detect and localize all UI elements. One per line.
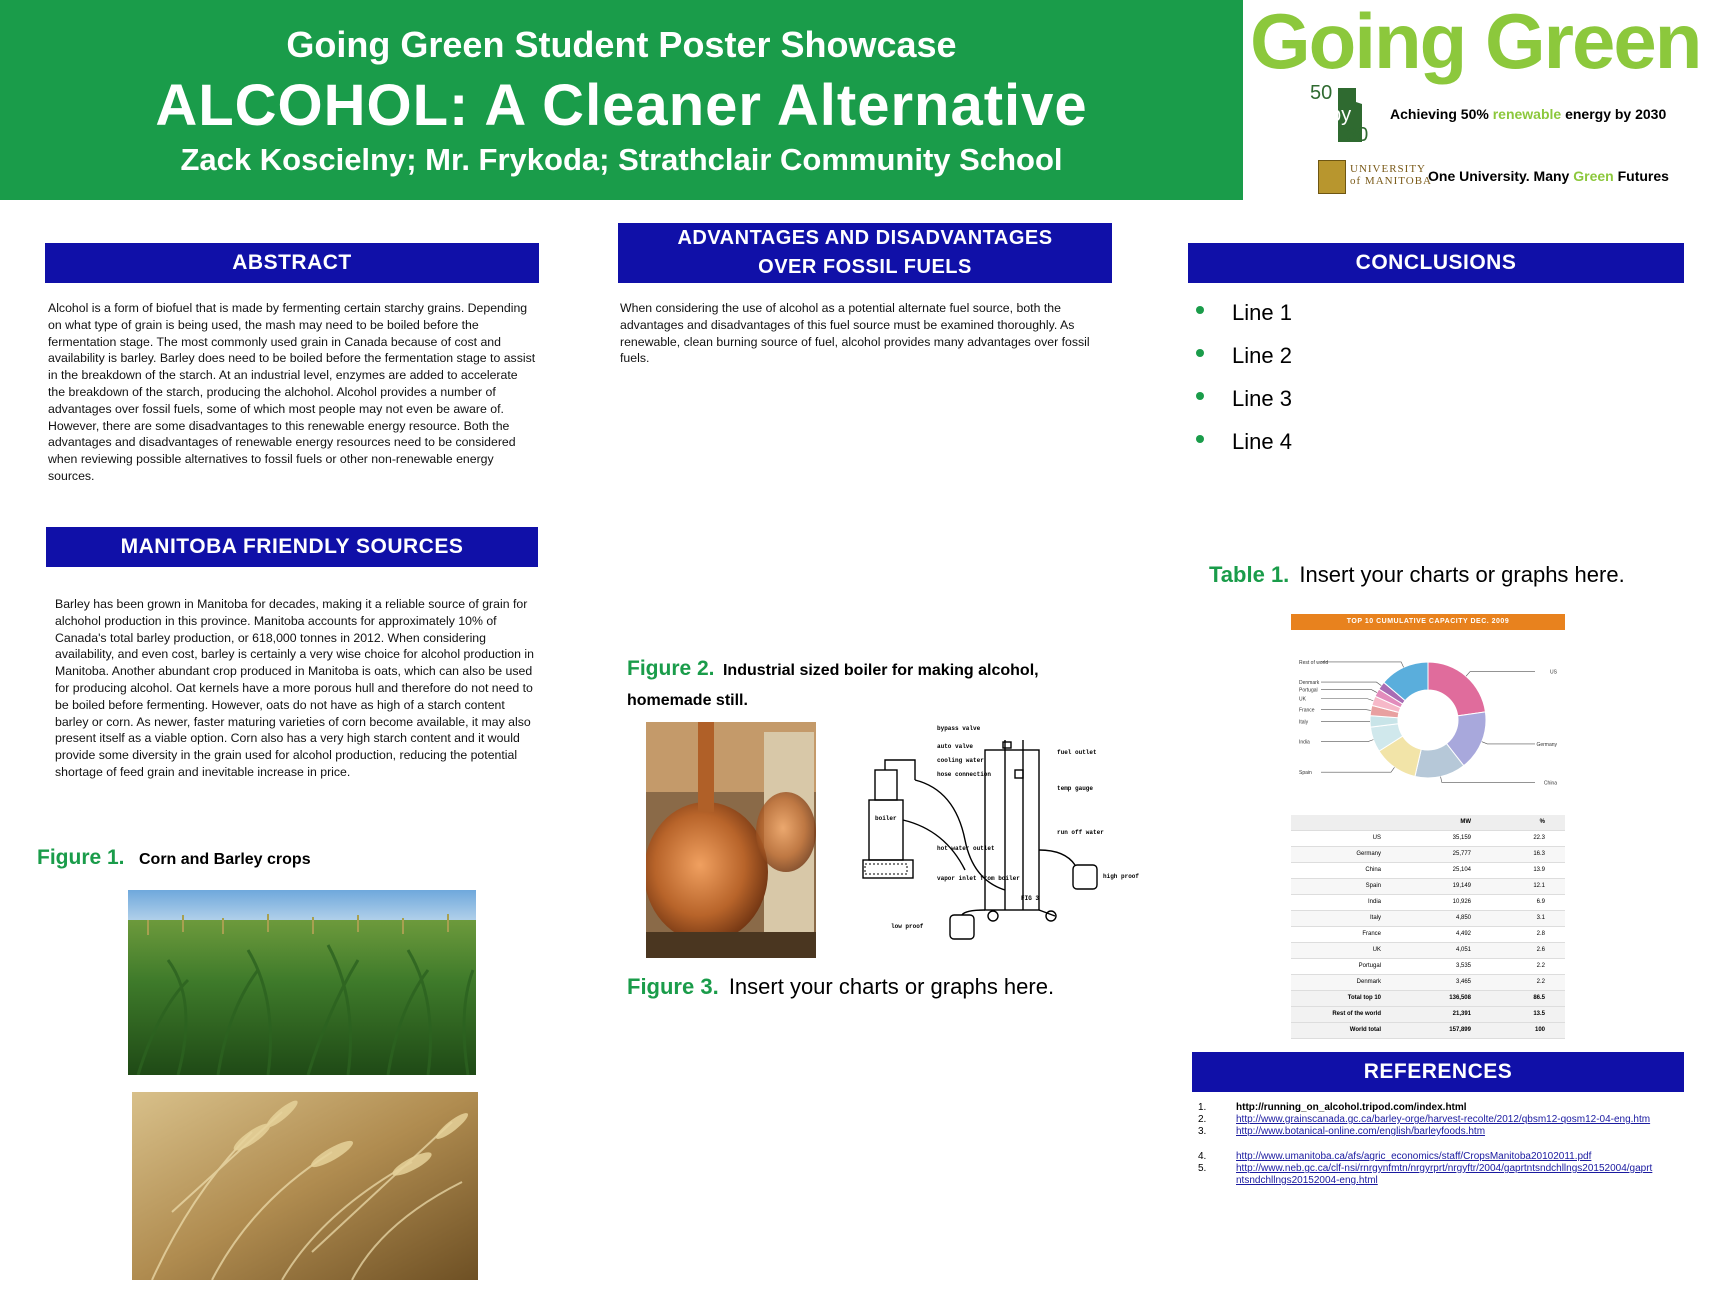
- table-cell-value: 2.2: [1536, 963, 1545, 969]
- references-heading: REFERENCES: [1192, 1052, 1684, 1092]
- pie-leader-line: [1482, 742, 1535, 744]
- pie-label: France: [1299, 707, 1315, 714]
- pie-label: India: [1299, 739, 1310, 746]
- table-cell-value: 22.3: [1533, 835, 1545, 841]
- table-cell-label: Rest of the world: [1332, 1011, 1381, 1017]
- university-name: [1350, 163, 1432, 187]
- corn-field-image: [128, 890, 476, 1075]
- pie-leader-line: [1321, 699, 1373, 701]
- table-cell-value: 12.1: [1533, 883, 1545, 889]
- conclusions-heading: CONCLUSIONS: [1188, 243, 1684, 283]
- pie-leader-line: [1321, 767, 1394, 772]
- table-cell-value: 3.1: [1536, 915, 1545, 921]
- logo-30: 30: [1346, 124, 1369, 146]
- going-green-logo: Going Green: [1250, 0, 1701, 85]
- table-cell-label: Total top 10: [1347, 995, 1381, 1001]
- table-cell-value: 2.2: [1536, 979, 1545, 985]
- poster-header: [0, 0, 1243, 200]
- table-row: [1291, 1007, 1565, 1023]
- pie-leader-line: [1321, 709, 1371, 710]
- figure3-text: Insert your charts or graphs here.: [728, 974, 1055, 999]
- pie-slice-us: [1428, 662, 1485, 716]
- pie-label: China: [1543, 780, 1557, 787]
- figure1-text: Corn and Barley crops: [138, 851, 311, 868]
- manitoba-heading: MANITOBA FRIENDLY SOURCES: [46, 527, 538, 567]
- pie-leader-line: [1441, 777, 1535, 783]
- table-cell-value: 4,850: [1455, 915, 1471, 921]
- table-cell-label: Portugal: [1358, 963, 1381, 969]
- bullet-icon: [1196, 392, 1204, 400]
- diagram-label: hose connection: [937, 771, 992, 778]
- conclusion-text: Line 4: [1232, 429, 1292, 454]
- university-name-line: of MANITOBA: [1350, 175, 1432, 187]
- table-cell-value: 100: [1534, 1027, 1545, 1033]
- figure1-label: Figure 1.: [37, 846, 125, 869]
- reference-item: [1198, 1102, 1698, 1114]
- diagram-label: bypass valve: [937, 725, 981, 732]
- table-row: [1291, 975, 1565, 991]
- reference-number: 1.: [1198, 1102, 1207, 1113]
- bullet-icon: [1196, 306, 1204, 314]
- pie-label: Rest of world: [1299, 659, 1329, 666]
- university-tag-part: Futures: [1613, 168, 1669, 184]
- conclusions-list: [1196, 300, 1596, 470]
- pie-label: Spain: [1299, 770, 1312, 777]
- table-cell-label: Germany: [1356, 851, 1381, 857]
- table-cell-value: 2.6: [1536, 947, 1545, 953]
- reference-number: 4.: [1198, 1151, 1207, 1162]
- pie-label: Portugal: [1299, 687, 1318, 694]
- university-crest-icon: [1318, 160, 1346, 194]
- table-cell-value: 21,391: [1452, 1011, 1471, 1017]
- table-cell-value: 3,535: [1455, 963, 1471, 969]
- pie-chart: [1291, 630, 1565, 810]
- diagram-label: temp gauge: [1057, 785, 1094, 792]
- tagline-part: Achieving 50%: [1390, 106, 1493, 122]
- figure3-caption: [627, 974, 1054, 1000]
- table-cell-label: Italy: [1369, 915, 1381, 921]
- university-tagline: [1428, 168, 1669, 184]
- table-cell-label: World total: [1349, 1027, 1381, 1033]
- table-cell-label: UK: [1372, 947, 1381, 953]
- abstract-body: Alcohol is a form of biofuel that is made by fermenting certain starchy grains. Depending on what type of grain is being used, the mash may need to be boiled before the fermentation stage. The most commonly used grain in Canada because of cost and availability is barley. Barley does need to be boiled before the fermentation stage to assist in the breakdown of the starch. At an industrial level, enzymes are added to accelerate the breakdown of the starch, producing the alchohol. Alcohol provides a number of advantages over fossil fuels, some of which most people may not even be aware of. However, there are some disadvantages to this renewable energy resource. Both the advantages and disadvantages of renewable energy resources need to be considered when reviewing possible alternatives to fossil fuels or other non-renewable energy sources.: [48, 301, 536, 483]
- diagram-label: high proof: [1103, 873, 1140, 880]
- reference-link[interactable]: http://www.botanical-online.com/english/barleyfoods.htm: [1236, 1126, 1486, 1137]
- diagram-label: fuel outlet: [1057, 749, 1097, 756]
- table-row: [1291, 831, 1565, 847]
- table-row: [1291, 991, 1565, 1007]
- industrial-boiler-image: [646, 722, 816, 958]
- reference-number: 5.: [1198, 1163, 1207, 1174]
- table-cell-value: 136,508: [1449, 995, 1471, 1001]
- diagram-label: run off water: [1057, 829, 1104, 836]
- figure2-label: Figure 2.: [627, 657, 715, 680]
- diagram-label: auto valve: [937, 743, 974, 750]
- capacity-chart: [1291, 614, 1565, 1033]
- pie-leader-line: [1466, 672, 1535, 677]
- pie-leader-line: [1321, 740, 1373, 742]
- table-cell-value: 13.9: [1533, 867, 1545, 873]
- table-row: [1291, 1023, 1565, 1039]
- bullet-icon: [1196, 435, 1204, 443]
- table-cell-label: [1291, 815, 1387, 830]
- reference-link[interactable]: http://www.umanitoba.ca/afs/agric_economics/staff/CropsManitoba20102011.pdf: [1236, 1151, 1592, 1162]
- table-cell-value: 19,149: [1452, 883, 1471, 889]
- advantages-heading-line: ADVANTAGES AND DISADVANTAGES: [677, 227, 1053, 249]
- table-cell-label: US: [1372, 835, 1381, 841]
- pie-label: US: [1550, 669, 1557, 676]
- homemade-still-diagram: [855, 720, 1155, 952]
- table-cell-value: 16.3: [1533, 851, 1545, 857]
- reference-item[interactable]: [1198, 1126, 1698, 1138]
- diagram-label: FIG 3: [1021, 895, 1040, 902]
- table-cell-value: 13.5: [1533, 1011, 1545, 1017]
- advantages-heading-line: OVER FOSSIL FUELS: [758, 256, 972, 278]
- table-cell-label: India: [1367, 899, 1381, 905]
- pie-leader-line: [1321, 682, 1381, 686]
- table-cell-value: 3,465: [1455, 979, 1471, 985]
- branding-tagline: [1390, 106, 1666, 122]
- advantages-heading: [618, 223, 1112, 283]
- university-tag-highlight: Green: [1573, 168, 1614, 184]
- table-row: [1291, 847, 1565, 863]
- pie-label: Germany: [1536, 741, 1557, 748]
- poster-subtitle: Going Green Student Poster Showcase: [286, 24, 957, 65]
- table-cell-value: 4,492: [1455, 931, 1471, 937]
- references-list: [1198, 1102, 1698, 1187]
- barley-field-image: [132, 1092, 478, 1280]
- table-cell-value: 86.5: [1533, 995, 1545, 1001]
- figure2-caption: [627, 654, 1107, 716]
- table-row: [1291, 927, 1565, 943]
- table-cell-value: %: [1539, 819, 1545, 825]
- abstract-heading: ABSTRACT: [45, 243, 539, 283]
- tagline-highlight: renewable: [1492, 106, 1562, 122]
- conclusion-text: Line 1: [1232, 300, 1292, 325]
- table-cell-label: Spain: [1365, 883, 1381, 889]
- table-cell-value: MW: [1460, 819, 1471, 825]
- pie-label: Denmark: [1299, 680, 1320, 687]
- table-cell-value: 35,159: [1452, 835, 1471, 841]
- bullet-icon: [1196, 349, 1204, 357]
- poster-title: ALCOHOL: A Cleaner Alternative: [155, 73, 1088, 138]
- table1-label: Table 1.: [1209, 562, 1290, 587]
- conclusion-text: Line 3: [1232, 386, 1292, 411]
- table-cell-value: 4,051: [1455, 947, 1471, 953]
- tagline-part: energy by 2030: [1561, 106, 1667, 122]
- reference-item[interactable]: [1198, 1163, 1698, 1187]
- table-cell-value: 157,899: [1449, 1027, 1471, 1033]
- table-cell-label: Denmark: [1356, 979, 1381, 985]
- reference-link[interactable]: http://www.grainscanada.gc.ca/barley-orge/harvest-recolte/2012/qbsm12-qosm12-04-eng.htm: [1236, 1114, 1651, 1125]
- figure1-caption: [37, 846, 311, 870]
- advantages-body: When considering the use of alcohol as a potential alternate fuel source, both the advantages and disadvantages of this fuel source must be examined thoroughly. As renewable, clean burning source of fuel, alcohol provides many advantages over fossil fuels.: [620, 301, 1090, 366]
- pie-leader-line: [1321, 690, 1377, 693]
- table1-text: Insert your charts or graphs here.: [1299, 562, 1625, 587]
- logo-50: 50: [1310, 82, 1333, 104]
- diagram-label: boiler: [875, 815, 897, 822]
- reference-number: 2.: [1198, 1114, 1207, 1125]
- chart-title: TOP 10 CUMULATIVE CAPACITY DEC. 2009: [1291, 614, 1565, 630]
- pie-label: UK: [1299, 696, 1306, 703]
- diagram-label: low proof: [891, 923, 924, 930]
- table1-caption: [1209, 562, 1625, 588]
- manitoba-body: Barley has been grown in Manitoba for decades, making it a reliable source of grain for alchohol production in this province. Manitoba accounts for approximately 10% of Canada's total barley production, or 618,000 tonnes in 2012. When considering availability, and even cost, barley is certainly a very wise choice for alcohol production in Manitoba. Another abundant crop produced in Manitoba is oats, which can also be used for producing alcohol. Oat kernels have a more porous hull and therefore do not need to be boiled before fermenting. However, oats do not have as high of a starch content barley or corn. As newer, faster maturing varieties of corn become available, it may also present itself as a viable option. Corn also has a very high starch content and it would provide some diversity in the grain used for alcohol production, reducing the potential shortage of feed grain and inevitable increase in price.: [55, 597, 534, 779]
- pie-label: Italy: [1299, 719, 1309, 726]
- table-cell-value: 10,926: [1452, 899, 1471, 905]
- pie-leader-line: [1321, 662, 1404, 667]
- table-cell-value: 25,777: [1452, 851, 1471, 857]
- diagram-label: vapor inlet from boiler: [937, 875, 1020, 882]
- university-tag-part: One University. Many: [1428, 168, 1574, 184]
- fifty-by-thirty-logo: [1310, 82, 1382, 148]
- table-cell-label: France: [1362, 931, 1381, 937]
- poster-authors: Zack Koscielny; Mr. Frykoda; Strathclair Community School: [180, 142, 1063, 177]
- table-row: [1291, 815, 1565, 831]
- table-cell-label: China: [1365, 867, 1381, 873]
- table-row: [1291, 911, 1565, 927]
- table-row: [1291, 895, 1565, 911]
- reference-number: 3.: [1198, 1126, 1207, 1137]
- table-row: [1291, 959, 1565, 975]
- conclusion-text: Line 2: [1232, 343, 1292, 368]
- university-name-line: UNIVERSITY: [1350, 163, 1426, 175]
- table-row: [1291, 943, 1565, 959]
- chart-table: [1291, 815, 1565, 1039]
- logo-by: by: [1330, 104, 1352, 126]
- figure3-label: Figure 3.: [627, 974, 719, 999]
- reference-link[interactable]: http://www.neb.gc.ca/clf-nsi/rnrgynfmtn/nrgyrprt/nrgyftr/2004/gaprtntsndchllngs20152004/gaprtntsndchllngs20152004-eng.html: [1236, 1163, 1653, 1186]
- diagram-label: hot water outlet: [937, 845, 995, 852]
- table-cell-value: 25,104: [1452, 867, 1471, 873]
- figure2-text: Industrial sized boiler for making alcohol, homemade still.: [627, 662, 1039, 709]
- table-cell-value: 6.9: [1536, 899, 1545, 905]
- table-row: [1291, 879, 1565, 895]
- reference-item[interactable]: [1198, 1151, 1698, 1163]
- table-row: [1291, 863, 1565, 879]
- reference-text: http://running_on_alcohol.tripod.com/index.html: [1236, 1102, 1467, 1113]
- reference-item[interactable]: [1198, 1114, 1698, 1126]
- diagram-label: cooling water: [937, 757, 984, 764]
- table-cell-value: 2.8: [1536, 931, 1545, 937]
